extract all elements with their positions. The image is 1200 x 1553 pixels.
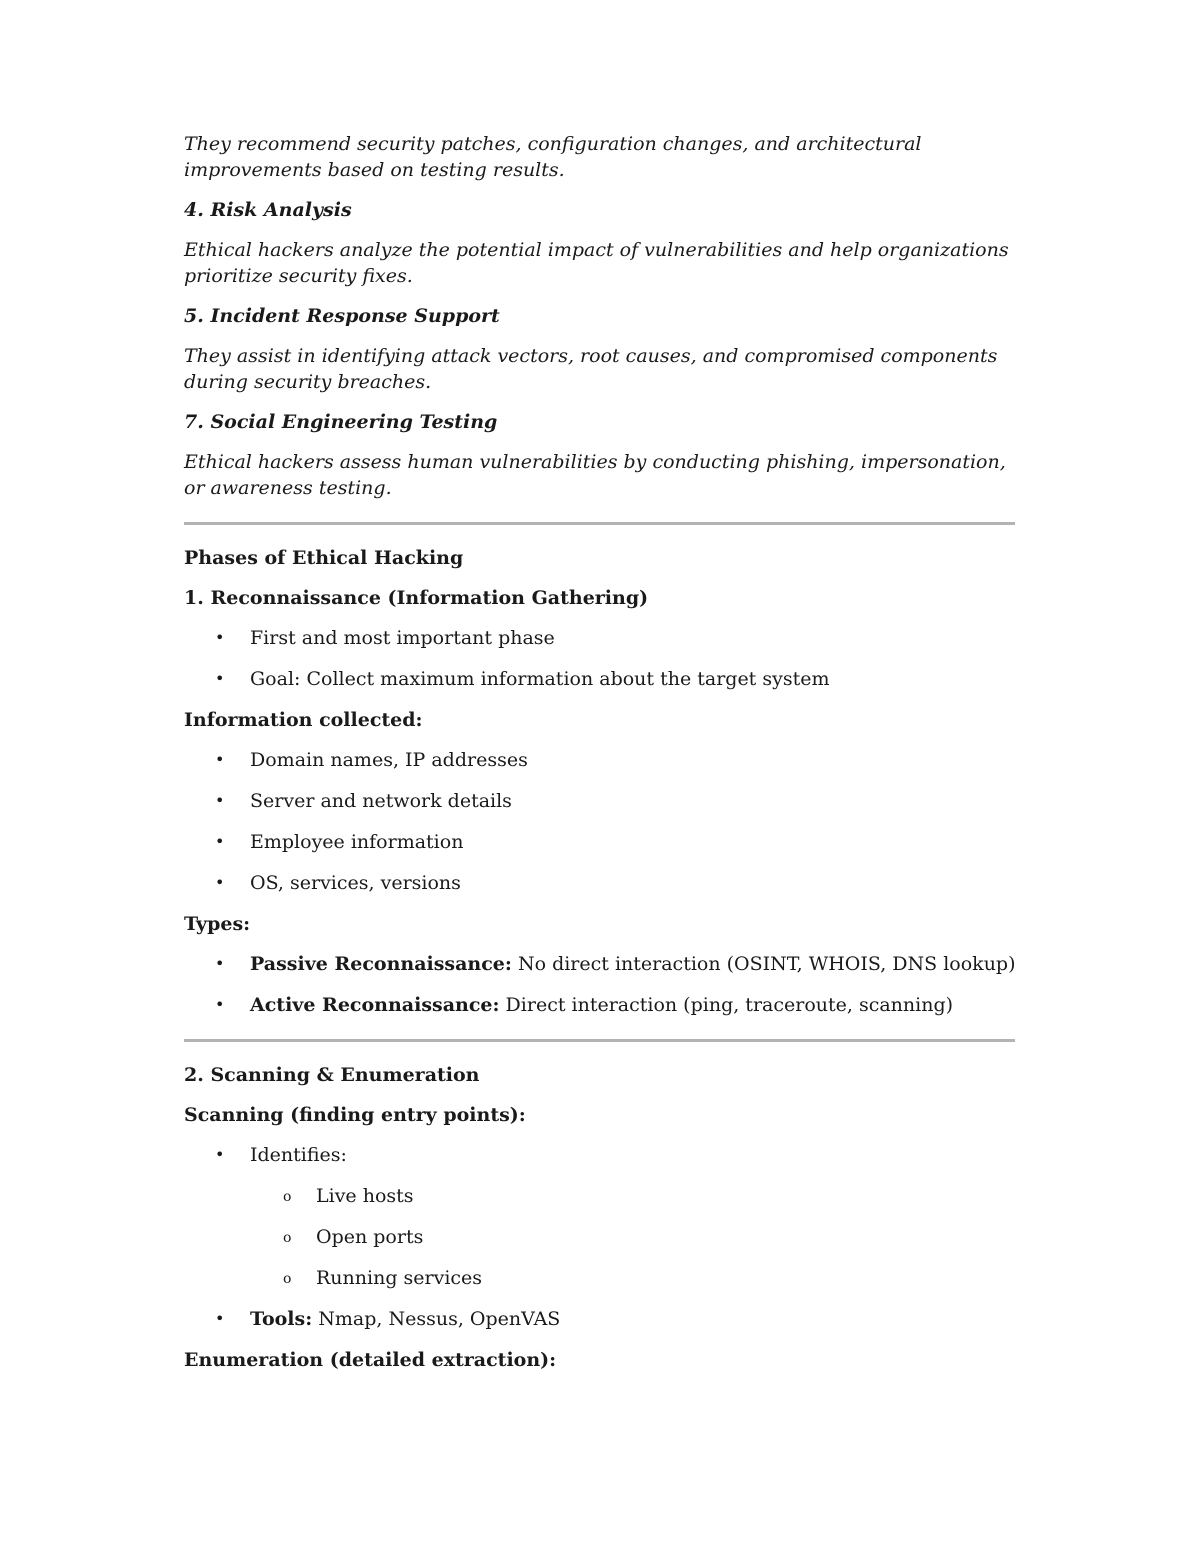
bullet-icon: • [215,669,225,688]
bullet-icon: • [215,832,225,851]
list-item-text: Goal: Collect maximum information about the target system [250,668,830,690]
bullet-icon: • [215,954,225,973]
bullet-icon: • [215,1309,225,1328]
bullet-icon: • [215,873,225,892]
circle-bullet-icon: o [283,1189,292,1205]
bullet-icon: • [215,628,225,647]
scanning-label: Scanning (finding entry points): [184,1104,526,1126]
list-item-text: First and most important phase [250,627,555,649]
section-heading-social-engineering: 7. Social Engineering Testing [184,411,498,433]
section-heading-risk-analysis: 4. Risk Analysis [184,199,352,221]
horizontal-divider [184,522,1015,525]
sub-list-item [250,1224,1016,1250]
list-item-text: Employee information [250,831,464,853]
list-item-text: Identifies: [250,1144,347,1166]
scanning-list [184,1142,1016,1332]
list-item [184,1142,1016,1291]
sub-list-item-text: Open ports [316,1226,424,1248]
paragraph-incident-response: They assist in identifying attack vectors, root causes, and compromised components during security breaches. [184,345,998,393]
list-item [184,625,1016,651]
term-passive-recon: Passive Reconnaissance: [250,953,512,975]
identifies-sublist [250,1183,1016,1291]
phases-title: Phases of Ethical Hacking [184,547,464,569]
desc-tools: Nmap, Nessus, OpenVAS [312,1308,561,1330]
desc-passive-recon: No direct interaction (OSINT, WHOIS, DNS lookup) [511,953,1016,975]
sub-list-item-text: Live hosts [316,1185,414,1207]
paragraph-social-engineering: Ethical hackers assess human vulnerabilities by conducting phishing, impersonation, or awareness testing. [184,451,1006,499]
recon-bullet-list [184,625,1016,692]
list-item-text: Domain names, IP addresses [250,749,528,771]
recon-types-list [184,951,1016,1018]
list-item [184,666,1016,692]
circle-bullet-icon: o [283,1230,292,1246]
recon-heading: 1. Reconnaissance (Information Gathering) [184,587,649,609]
term-tools: Tools: [250,1308,313,1330]
bullet-icon: • [215,750,225,769]
list-item [184,788,1016,814]
horizontal-divider [184,1039,1015,1042]
info-collected-list [184,747,1016,896]
list-item [184,870,1016,896]
list-item [184,992,1016,1018]
list-item [184,829,1016,855]
info-collected-label: Information collected: [184,709,423,731]
intro-paragraph: They recommend security patches, configuration changes, and architectural improvements based on testing results. [184,133,922,181]
list-item [184,1306,1016,1332]
scanning-heading: 2. Scanning & Enumeration [184,1064,480,1086]
document-page [184,131,1016,1387]
list-item [184,951,1016,977]
section-heading-incident-response: 5. Incident Response Support [184,305,500,327]
types-label: Types: [184,913,251,935]
sub-list-item-text: Running services [316,1267,483,1289]
desc-active-recon: Direct interaction (ping, traceroute, scanning) [499,994,954,1016]
bullet-icon: • [215,791,225,810]
paragraph-risk-analysis: Ethical hackers analyze the potential impact of vulnerabilities and help organizations prioritize security fixes. [184,239,1009,287]
term-active-recon: Active Reconnaissance: [250,994,500,1016]
bullet-icon: • [215,1145,225,1164]
bullet-icon: • [215,995,225,1014]
list-item-text: Server and network details [250,790,512,812]
list-item-text: OS, services, versions [250,872,461,894]
circle-bullet-icon: o [283,1271,292,1287]
enumeration-label: Enumeration (detailed extraction): [184,1349,557,1371]
list-item [184,747,1016,773]
sub-list-item [250,1265,1016,1291]
sub-list-item [250,1183,1016,1209]
